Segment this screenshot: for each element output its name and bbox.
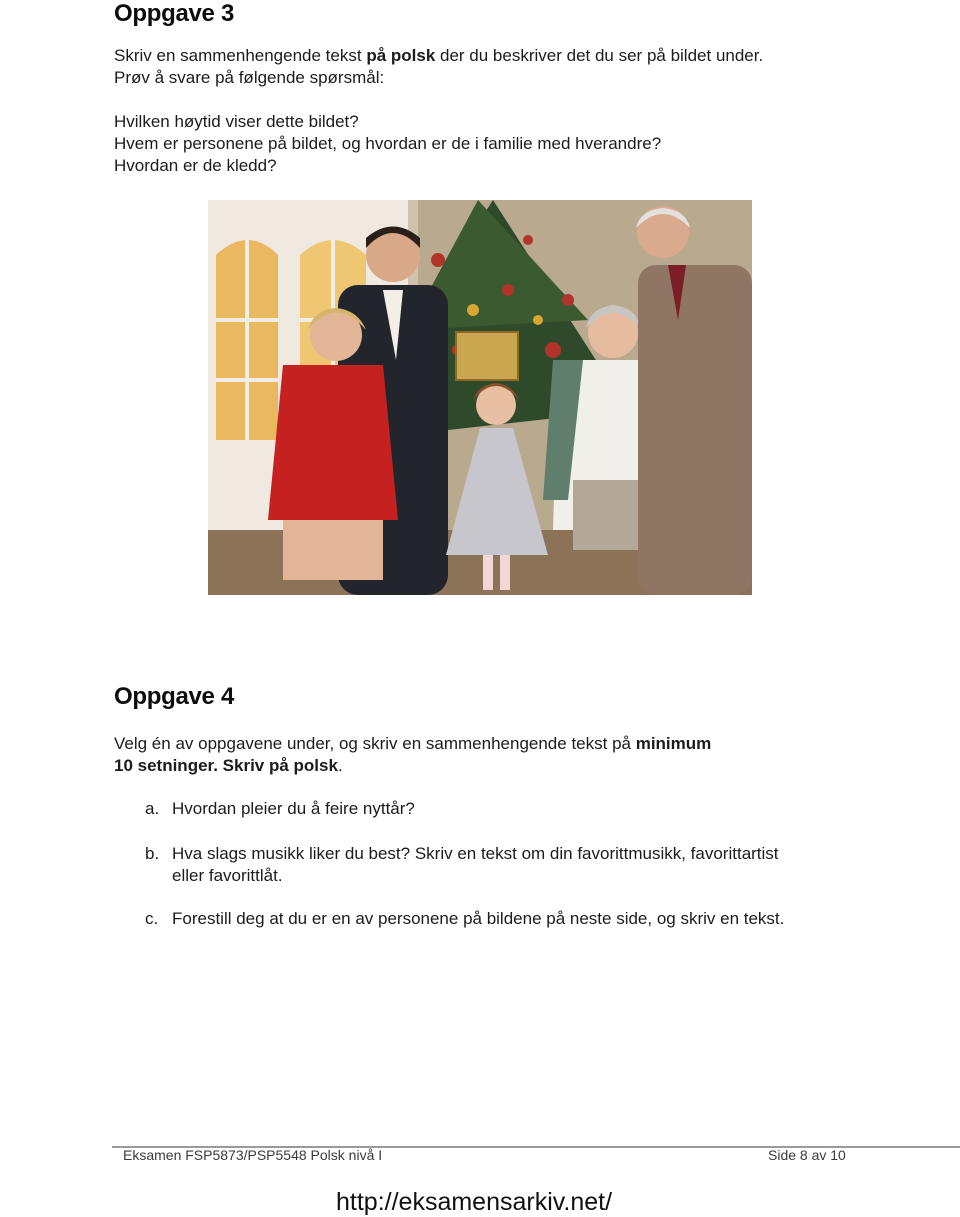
task4-item-b-text: Hva slags musikk liker du best? Skriv en tekst om din favorittmusikk, favorittartist	[172, 844, 779, 863]
photo-grandfather-suit	[638, 265, 752, 595]
task4-intro-emphasis-2: 10 setninger. Skriv på polsk	[114, 756, 338, 775]
task3-intro-text-b: der du beskriver det du ser på bildet under.	[435, 46, 764, 65]
task3-heading: Oppgave 3	[114, 0, 235, 27]
task4-item-b-text-2: eller favorittlåt.	[172, 866, 283, 885]
task4-heading: Oppgave 4	[114, 683, 235, 710]
task4-intro-emphasis-1: minimum	[635, 734, 712, 753]
footer-url-link[interactable]: http://eksamensarkiv.net/	[336, 1188, 613, 1216]
task3-intro-line2: Prøv å svare på følgende spørsmål:	[114, 68, 385, 87]
task4-item-c-label: c.	[145, 909, 159, 928]
task3-question-2: Hvem er personene på bildet, og hvordan er de i familie med hverandre?	[114, 134, 662, 153]
photo-woman-dress	[268, 365, 398, 520]
task4-intro-end: .	[337, 756, 343, 775]
task4-item-b-label: b.	[145, 844, 160, 863]
photo-illustration	[208, 200, 752, 595]
task3-intro-text-a: Skriv en sammenhengende tekst	[114, 46, 367, 65]
photo-gift-box	[456, 332, 518, 380]
footer-exam-title: Eksamen FSP5873/PSP5548 Polsk nivå I	[123, 1147, 383, 1163]
task4-item-a-text: Hvordan pleier du å feire nyttår?	[172, 799, 415, 818]
footer-page-number: Side 8 av 10	[768, 1147, 846, 1163]
task3-intro-emphasis: på polsk	[366, 46, 436, 65]
photo-woman-legs	[283, 520, 383, 580]
task4-intro-text: Velg én av oppgavene under, og skriv en sammenhengende tekst på	[114, 734, 636, 753]
task4-intro-line2	[114, 755, 343, 777]
task4-intro	[114, 733, 711, 755]
family-christmas-photo	[208, 200, 752, 595]
task3-intro	[114, 45, 763, 67]
task4-item-a-label: a.	[145, 799, 160, 818]
task3-question-1: Hvilken høytid viser dette bildet?	[114, 112, 359, 131]
task3-question-3: Hvordan er de kledd?	[114, 156, 277, 175]
task4-item-c-text: Forestill deg at du er en av personene på bildene på neste side, og skriv en tekst.	[172, 909, 785, 928]
